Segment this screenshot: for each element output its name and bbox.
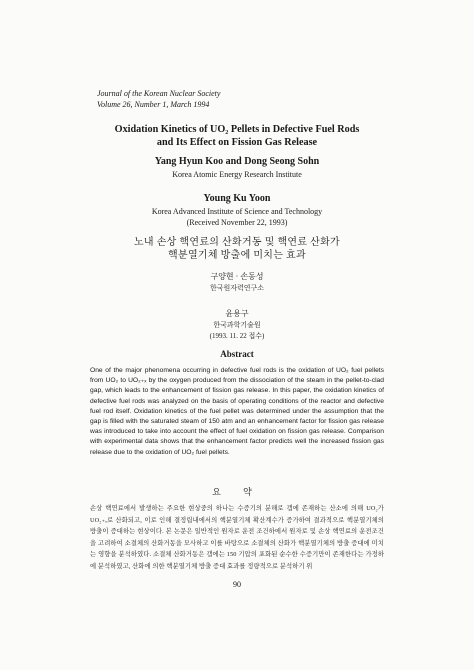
journal-header — [97, 88, 220, 110]
korean-authors-primary: 구양현 · 손동성 — [210, 272, 264, 281]
received-date: (Received November 22, 1993) — [186, 217, 288, 227]
korean-abstract-text: 손상 핵연료에서 발생하는 주요한 현상중의 하나는 수증기의 분해로 갭에 존재하는 산소에 의해 UO₂가 UO₂₊ₓ로 산화되고, 이로 인해 결정립내에서의 핵분열기체 확산계수가 증가하여 결과적으로 핵분열기체의 방출이 증대하는 현상이다. 본 논문은 일반적인 원자로 운전 조건하에서 원자로 및 손상 핵연료의 운전조건을 고려하여 소결체의 산화거동을 모사하고 이를 바탕으로 소결체의 산화가 핵분열기체의 방출 증대에 미치는 영향을 분석하였다. 소결체 산화거동은 갭에는 150 기압의 포화된 순수한 수증기만이 존재한다는 가정하에 분석하였고, 산화에 의한 핵분열기체 방출 증대 효과를 정량적으로 분석하기 위 — [90, 505, 384, 570]
korean-affiliation-primary: 한국원자력연구소 — [209, 284, 265, 292]
korean-affiliation-secondary-name: 한국과학기술원 — [213, 321, 261, 329]
page-number: 90 — [233, 580, 241, 589]
paper-title — [60, 124, 414, 149]
affiliation-secondary-name: Korea Advanced Institute of Science and Technology — [151, 207, 323, 216]
korean-title-line2: 핵분열기체 방출에 미치는 효과 — [168, 250, 306, 261]
affiliation-secondary — [60, 207, 414, 228]
korean-affiliation-secondary — [60, 320, 414, 342]
journal-name: Journal of the Korean Nuclear Society — [97, 89, 221, 98]
korean-authors-secondary: 윤용구 — [225, 309, 249, 318]
korean-abstract-heading: 요 약 — [212, 487, 262, 497]
abstract-text: One of the major phenomena occurring in defective fuel rods is the oxidation of UO₂ fuel pellets from UO₂ to UO₂₊ₓ by the oxygen produced from the dissociation of the steam in the pellet-to-clad gap, which leads to the enhancement of fission gas release. In this paper, the oxidation kinetics of defective fuel rods was analyzed on the basis of operating conditions of the reactor and defective fuel rod itself. Oxidation kinetics of the fuel pellet was determined under the assumption that the gap is filled with the saturated steam of 150 atm and an enhancement factor for fission gas release was introduced to take into account the effect of fuel oxidation on fission gas release. Comparison with experimental data shows that the enhancement factor predicts well the increased fission gas release due to the oxidation of UO₂ fuel pellets. — [90, 367, 384, 456]
authors-primary: Yang Hyun Koo and Dong Seong Sohn — [154, 156, 320, 167]
paper-title-line2: and Its Effect on Fission Gas Release — [156, 136, 318, 148]
korean-title — [60, 236, 414, 262]
paper-title-line1: Oxidation Kinetics of UO₂ Pellets in Defective Fuel Rods — [114, 124, 360, 135]
journal-volume: Volume 26, Number 1, March 1994 — [97, 100, 210, 109]
affiliation-primary: Korea Atomic Energy Research Institute — [172, 170, 302, 179]
korean-title-line1: 노내 손상 핵연료의 산화거동 및 핵연료 산화가 — [133, 237, 341, 248]
korean-received-date: (1993. 11. 22 접수) — [209, 332, 265, 340]
authors-secondary: Young Ku Yoon — [203, 193, 271, 204]
abstract-heading: Abstract — [220, 349, 254, 359]
